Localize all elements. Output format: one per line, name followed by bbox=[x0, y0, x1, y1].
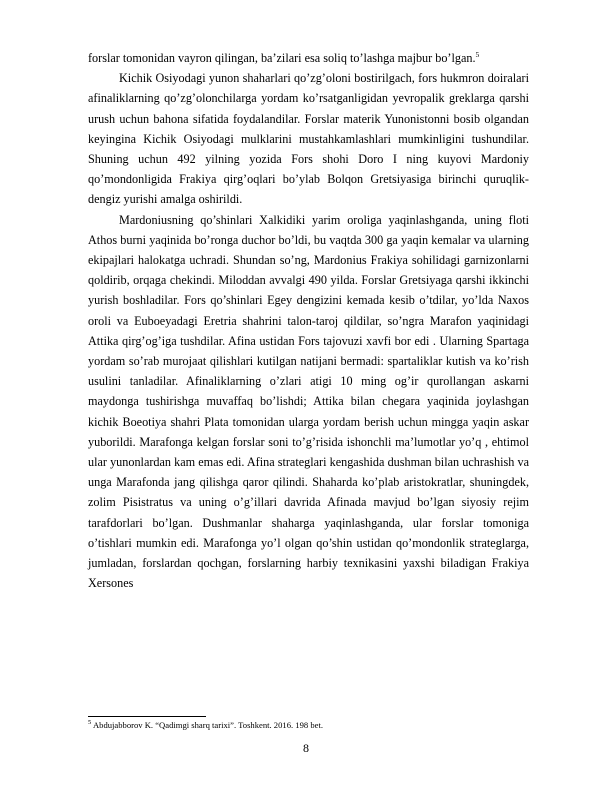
paragraph-continuation bbox=[88, 48, 529, 68]
document-page bbox=[88, 48, 529, 593]
page-number: 8 bbox=[303, 741, 309, 755]
paragraph: Mardoniusning qo’shinlari Xalkidiki yarim oroliga yaqinlashganda, uning floti Athos burni yaqinida bo’ronga duchor bo’ldi, bu vaqtda 300 ga yaqin kemalar va ularning ekipajlari halokatga uchradi. Shundan so’ng, Mardonius Frakiya sohilidagi garnizonlarni qoldirib, orqaga chekindi. Miloddan avvalgi 490 yilda. Forslar Gretsiyaga qarshi ikkinchi yurish boshladilar. Fors qo’shinlari Egey dengizini kemada kesib o’tdilar, yo’lda Naxos oroli va Euboeyadagi Eretria shahrini talon-taroj qildilar, so’ngra Marafon yaqinidagi Attika qirg’og’iga tushdilar. Afina ustidan Fors tajovuzi xavfi bor edi . Ularning Spartaga yordam so’rab murojaat qilishlari kutilgan natijani bermadi: spartaliklar kutish va ko’rish usulini tanladilar. Afinaliklarning o’zlari atigi 10 ming og’ir qurollangan askarni maydonga tushirishga muvaffaq bo’lishdi; Attika bilan chegara yaqinida joylashgan kichik Boeotiya shahri Plata tomonidan ularga yordam berish uchun mingga yaqin askar yuborildi. Marafonga kelgan forslar soni to’g’risida ishonchli ma’lumotlar yo’q , ehtimol ular yunonlardan kam emas edi. Afina strateglari kengashida dushman bilan uchrashish va unga Marafonda jang qilishga qaror qilindi. Shaharda ko’plab aristokratlar, shuningdek, zolim Pisistratus va uning o’g’illari davrida Afinada mavjud bo’lgan siyosiy rejim tarafdorlari bo’lgan. Dushmanlar shaharga yaqinlashganda, ular forslar tomoniga o’tishlari mumkin edi. Marafonga yo’l olgan qo’shin ustidan qo’mondonlik strateglarga, jumladan, forslardan qochgan, forslarning harbiy texnikasini yaxshi biladigan Frakiya Xersones bbox=[88, 212, 529, 591]
footnote-marker: 5 bbox=[88, 719, 92, 727]
paragraph-text: forslar tomonidan vayron qilingan, ba’zilari esa soliq to’lashga majbur bo’lgan. bbox=[88, 51, 476, 65]
footnote bbox=[88, 720, 529, 731]
footnote-reference[interactable]: 5 bbox=[475, 49, 480, 59]
footnote-separator bbox=[88, 716, 206, 717]
footnote-text: Abdujabborov K. “Qadimgi sharq tarixi”. Toshkent. 2016. 198 bet. bbox=[92, 720, 323, 730]
paragraph: Kichik Osiyodagi yunon shaharlari qo’zg’oloni bostirilgach, fors hukmron doiralari afinaliklarning qo’zg’olonchilarga yordam ko’rsatganligidan yevropalik greklarga qarshi urush uchun bahona sifatida foydalandilar. Forslar materik Yunonistonni bosib olgandan keyingina Kichik Osiyodagi mulklarini mustahkamlashlari mumkinligini tushundilar. Shuning uchun 492 yilning yozida Fors shohi Doro I ning kuyovi Mardoniy qo’mondonligida Frakiya qirg’oqlari bo’ylab Bolqon Gretsiyasiga birinchi quruqlik-dengiz yurishi amalga oshirildi. bbox=[88, 71, 529, 207]
